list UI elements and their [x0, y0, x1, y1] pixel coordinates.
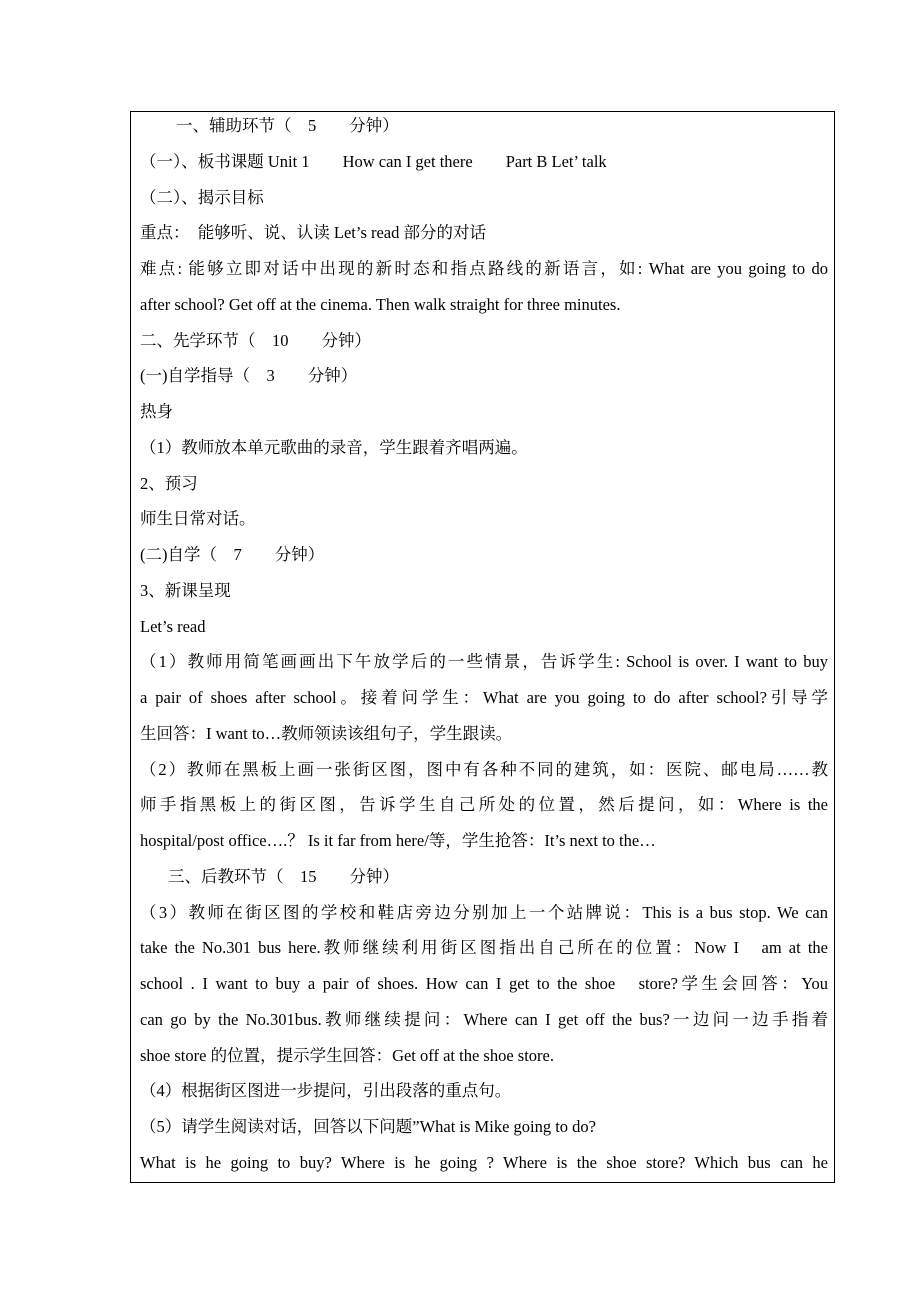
- text-line: （1）教师用简笔画画出下午放学后的一些情景，告诉学生: School is over. I want to buy: [140, 652, 828, 672]
- text-line: 难点: 能够立即对话中出现的新时态和指点路线的新语言，如: What are you going to do: [140, 259, 828, 278]
- text-line: （一）、板书课题 Unit 1 How can I get there Part B Let’ talk: [140, 151, 607, 171]
- text-line: school . I want to buy a pair of shoes. How can I get to the shoe store?学生会回答：You: [140, 974, 828, 993]
- text-line: (一)自学指导（ 3 分钟）: [140, 366, 358, 386]
- text-line: 热身: [140, 402, 173, 421]
- text-line: 师手指黑板上的街区图，告诉学生自己所处的位置，然后提问，如：Where is the: [140, 795, 828, 815]
- text-line: 生回答：I want to…教师领读该组句子，学生跟读。: [140, 723, 513, 743]
- lesson-plan-content: [140, 108, 828, 1181]
- text-line: 重点： 能够听、说、认读 Let’s read 部分的对话: [140, 223, 487, 243]
- text-line: （5）请学生阅读对话，回答以下问题”What is Mike going to do?: [140, 1117, 597, 1136]
- text-line: after school? Get off at the cinema. Then walk straight for three minutes.: [140, 294, 621, 314]
- text-line: (二)自学（ 7 分钟）: [140, 545, 325, 564]
- section-heading-1: 一、辅助环节（ 5 分钟）: [176, 116, 399, 135]
- text-line: （4）根据街区图进一步提问，引出段落的重点句。: [140, 1081, 512, 1101]
- text-line: take the No.301 bus here.教师继续利用街区图指出自己所在的位置：Now I am at the: [140, 938, 828, 958]
- text-line: 3、新课呈现: [140, 580, 231, 600]
- text-line: （1）教师放本单元歌曲的录音，学生跟着齐唱两遍。: [140, 437, 528, 457]
- text-line: （2）教师在黑板上画一张街区图，图中有各种不同的建筑，如：医院、邮电局……教: [140, 759, 828, 779]
- text-line: 2、预习: [140, 473, 198, 493]
- lesson-plan-table-cell: [130, 111, 835, 1183]
- text-line: （3）教师在街区图的学校和鞋店旁边分别加上一个站牌说：This is a bus stop. We can: [140, 902, 828, 922]
- text-line: Let’s read: [140, 616, 206, 636]
- section-heading-3: 三、后教环节（ 15 分钟）: [168, 866, 399, 886]
- text-line: a pair of shoes after school。接着问学生：What are you going to do after school?引导学: [140, 688, 828, 707]
- text-line: What is he going to buy? Where is he going ? Where is the shoe store? Which bus can he: [140, 1152, 828, 1172]
- text-line: （二）、揭示目标: [140, 187, 264, 207]
- text-line: shoe store 的位置，提示学生回答：Get off at the shoe store.: [140, 1045, 554, 1065]
- text-line: 师生日常对话。: [140, 509, 256, 529]
- text-line: can go by the No.301bus.教师继续提问：Where can I get off the bus?一边问一边手指着: [140, 1009, 828, 1029]
- section-heading-2: 二、先学环节（ 10 分钟）: [140, 330, 371, 350]
- text-line: hospital/post office….？ Is it far from here/等，学生抢答：It’s next to the…: [140, 831, 656, 850]
